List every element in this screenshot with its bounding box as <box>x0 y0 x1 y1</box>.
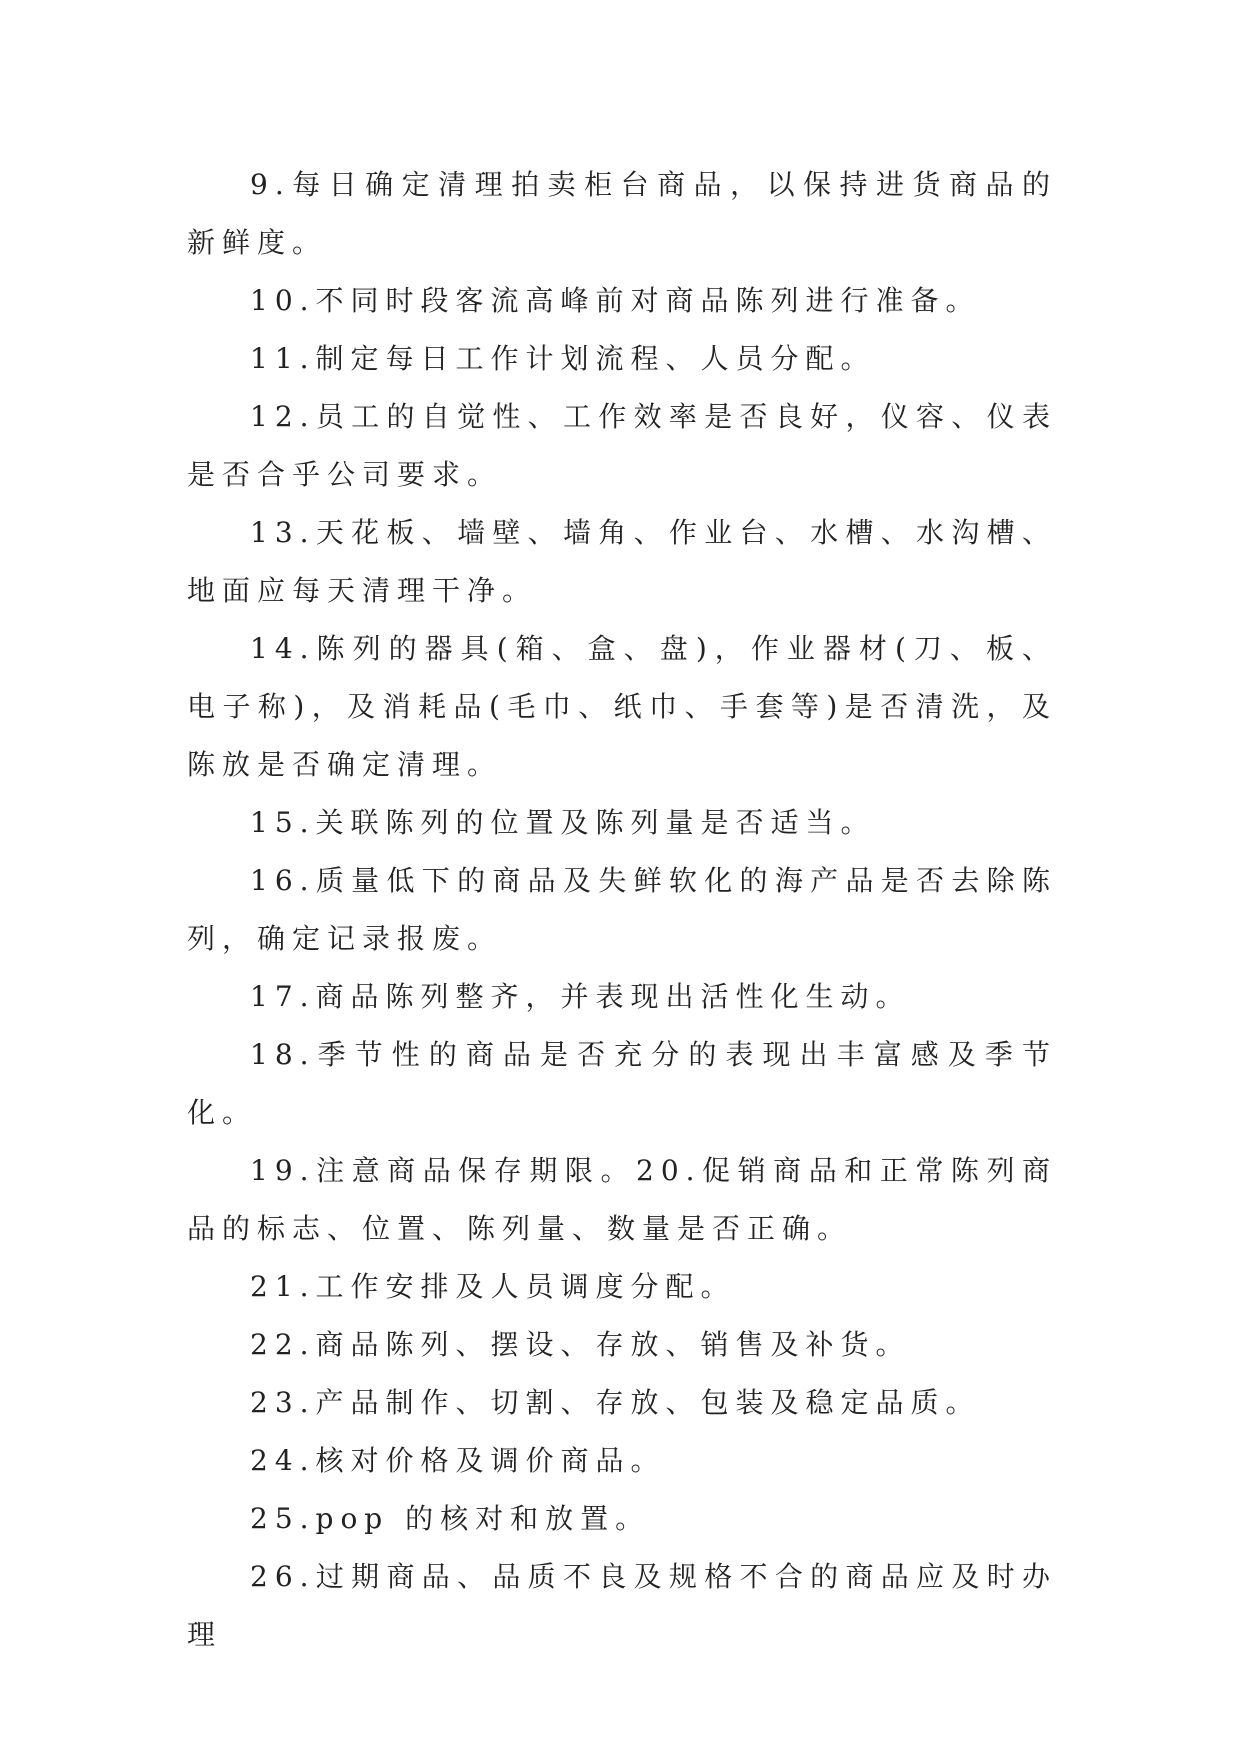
paragraph-item-25: 25.pop 的核对和放置。 <box>250 1502 651 1535</box>
paragraph-item-26: 26.过期商品、品质不良及规格不合的商品应及时办理 <box>187 1560 1057 1651</box>
paragraph-item-18: 18.季节性的商品是否充分的表现出丰富感及季节化。 <box>187 1038 1057 1129</box>
paragraph-item-9: 9.每日确定清理拍卖柜台商品，以保持进货商品的新鲜度。 <box>187 168 1057 259</box>
paragraph-item-14: 14.陈列的器具(箱、盒、盘)，作业器材(刀、板、电子称)，及消耗品(毛巾、纸巾、手套等)是否清洗，及陈放是否确定清理。 <box>187 632 1057 781</box>
paragraph-item-12: 12.员工的自觉性、工作效率是否良好，仪容、仪表是否合乎公司要求。 <box>187 400 1057 491</box>
paragraph-item-10: 10.不同时段客流高峰前对商品陈列进行准备。 <box>250 284 981 317</box>
paragraph-item-13: 13.天花板、墙壁、墙角、作业台、水槽、水沟槽、地面应每天清理干净。 <box>187 516 1057 607</box>
document-body <box>187 156 1057 1664</box>
paragraph-item-19-20: 19.注意商品保存期限。20.促销商品和正常陈列商品的标志、位置、陈列量、数量是否正确。 <box>187 1154 1057 1245</box>
paragraph-item-16: 16.质量低下的商品及失鲜软化的海产品是否去除陈列，确定记录报废。 <box>187 864 1057 955</box>
paragraph-item-11: 11.制定每日工作计划流程、人员分配。 <box>250 342 876 375</box>
paragraph-item-15: 15.关联陈列的位置及陈列量是否适当。 <box>250 806 876 839</box>
paragraph-item-21: 21.工作安排及人员调度分配。 <box>250 1270 736 1303</box>
paragraph-item-22: 22.商品陈列、摆设、存放、销售及补货。 <box>250 1328 911 1361</box>
paragraph-item-23: 23.产品制作、切割、存放、包装及稳定品质。 <box>250 1386 981 1419</box>
paragraph-item-17: 17.商品陈列整齐，并表现出活性化生动。 <box>250 980 911 1013</box>
paragraph-item-24: 24.核对价格及调价商品。 <box>250 1444 666 1477</box>
